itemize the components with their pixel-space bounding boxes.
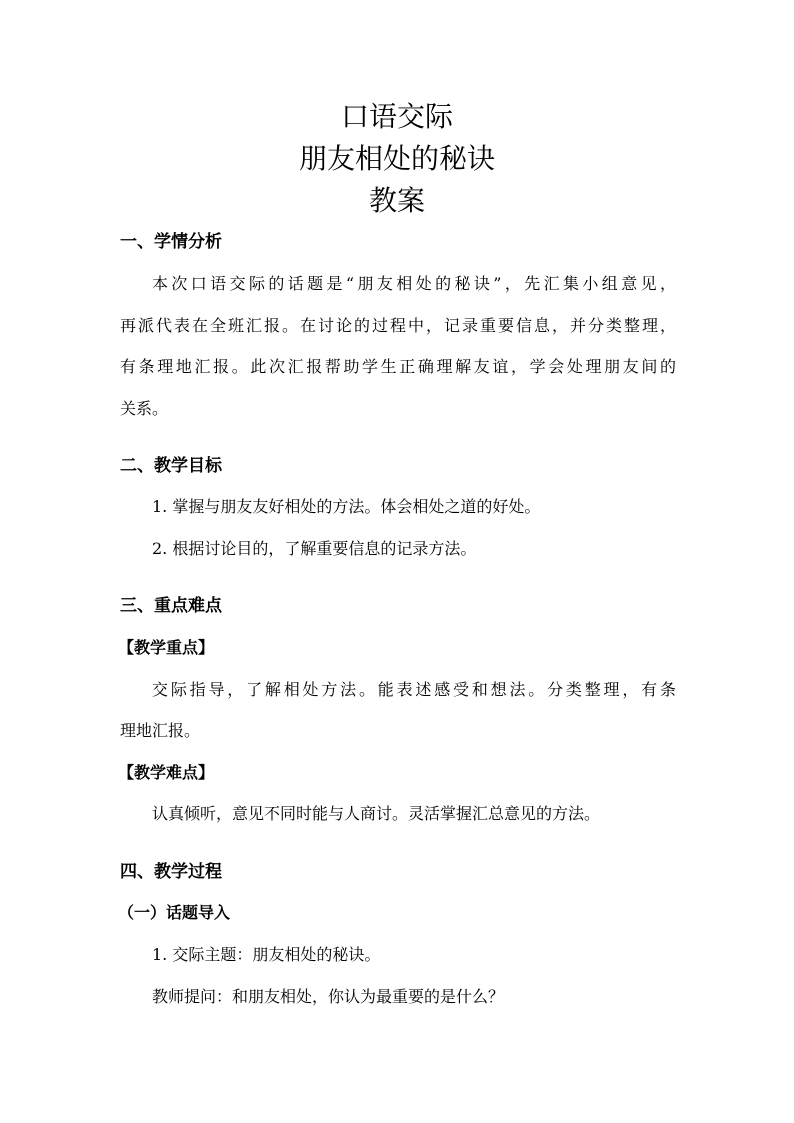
process-line-1: 1. 交际主题：朋友相处的秘诀。	[152, 945, 381, 964]
section-heading-analysis: 一、学情分析	[120, 232, 222, 252]
key-point-label: 【教学重点】	[118, 638, 215, 657]
title-line-3: 教案	[368, 184, 425, 217]
analysis-line-4: 关系。	[120, 399, 169, 418]
key-point-line-2: 理地汇报。	[120, 721, 201, 740]
process-sub-heading: （一）话题导入	[118, 903, 231, 922]
section-heading-process: 四、教学过程	[120, 862, 222, 882]
section-heading-key-points: 三、重点难点	[120, 596, 222, 616]
title-line-1: 口语交际	[340, 100, 453, 133]
goal-item-1: 1. 掌握与朋友友好相处的方法。体会相处之道的好处。	[152, 497, 541, 516]
difficulty-label: 【教学难点】	[118, 763, 215, 782]
analysis-line-2: 再派代表在全班汇报。在讨论的过程中，记录重要信息，并分类整理，	[120, 316, 676, 335]
analysis-line-1: 本次口语交际的话题是“朋友相处的秘诀”，先汇集小组意见，	[152, 274, 676, 293]
difficulty-line-1: 认真倾听，意见不同时能与人商讨。灵活掌握汇总意见的方法。	[152, 804, 601, 823]
title-line-2: 朋友相处的秘诀	[298, 142, 495, 175]
process-line-2: 教师提问：和朋友相处，你认为最重要的是什么？	[152, 987, 505, 1006]
section-heading-goals: 二、教学目标	[120, 456, 222, 476]
analysis-line-3: 有条理地汇报。此次汇报帮助学生正确理解友谊，学会处理朋友间的	[120, 357, 676, 376]
goal-item-2: 2. 根据讨论目的，了解重要信息的记录方法。	[152, 539, 477, 558]
key-point-line-1: 交际指导，了解相处方法。能表述感受和想法。分类整理，有条	[152, 680, 676, 699]
